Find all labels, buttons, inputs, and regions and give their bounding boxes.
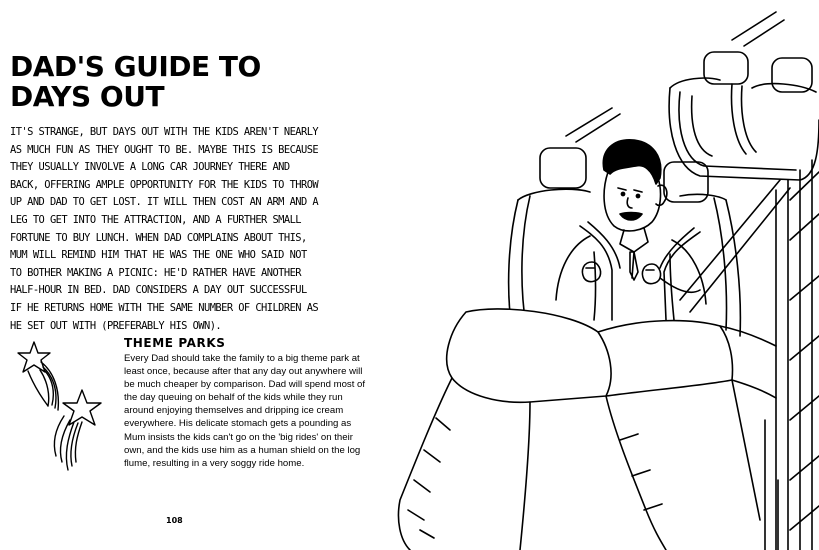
dad-character	[556, 140, 706, 320]
section-heading: THEME PARKS	[124, 336, 226, 350]
lower-star	[54, 390, 101, 470]
intro-paragraph: IT'S STRANGE, BUT DAYS OUT WITH THE KIDS AREN'T NEARLY AS MUCH FUN AS THEY OUGHT TO BE. MAYBE THIS IS BECAUSE THEY USUALLY INVOLVE A LONG CAR JOURNEY THERE AND BACK, OFFERING AMPLE OPPORTUNITY FOR THE KIDS TO THROW UP AND DAD TO GET LOST. IT WILL THEN COST AN ARM AND A LEG TO GET INTO THE ATTRACTION, AND A FURTHER SMALL FORTUNE TO BUY LUNCH. WHEN DAD COMPLAINS ABOUT THIS, MUM WILL REMIND HIM THAT HE WAS THE ONE WHO SAID NOT TO BOTHER MAKING A PICNIC: HE'D RATHER HAVE ANOTHER HALF-HOUR IN BED. DAD CONSIDERS A DAY OUT SUCCESSFUL IF HE RETURNS HOME WITH THE SAME NUMBER OF CHILDREN AS HE SET OUT WITH (PREFERABLY HIS OWN).	[10, 126, 319, 332]
title-line-2: DAYS OUT	[10, 80, 165, 113]
shooting-stars-icon	[2, 330, 120, 480]
track-rails	[680, 160, 819, 550]
page-title	[10, 52, 261, 112]
page-number: 108	[166, 516, 183, 525]
front-car-body	[398, 309, 776, 550]
dad-on-rollercoaster-illustration	[380, 0, 819, 550]
rear-car	[669, 52, 819, 180]
section-body: Every Dad should take the family to a big theme park at least once, because after that any day out anywhere will be much cheaper by comparison. Dad will spend most of the day queuing on behalf of the kids while they run around enjoying themselves and dripping ice cream everywhere. His delicate stomach gets a pounding as Mum insists the kids can't go on the 'big rides' on their own, and the kids use him as a human shield on the log flume, resulting in a very soggy ride home.	[124, 353, 366, 469]
speed-lines	[566, 12, 784, 142]
upper-star	[18, 342, 58, 410]
title-line-1: DAD'S GUIDE TO	[10, 50, 261, 83]
